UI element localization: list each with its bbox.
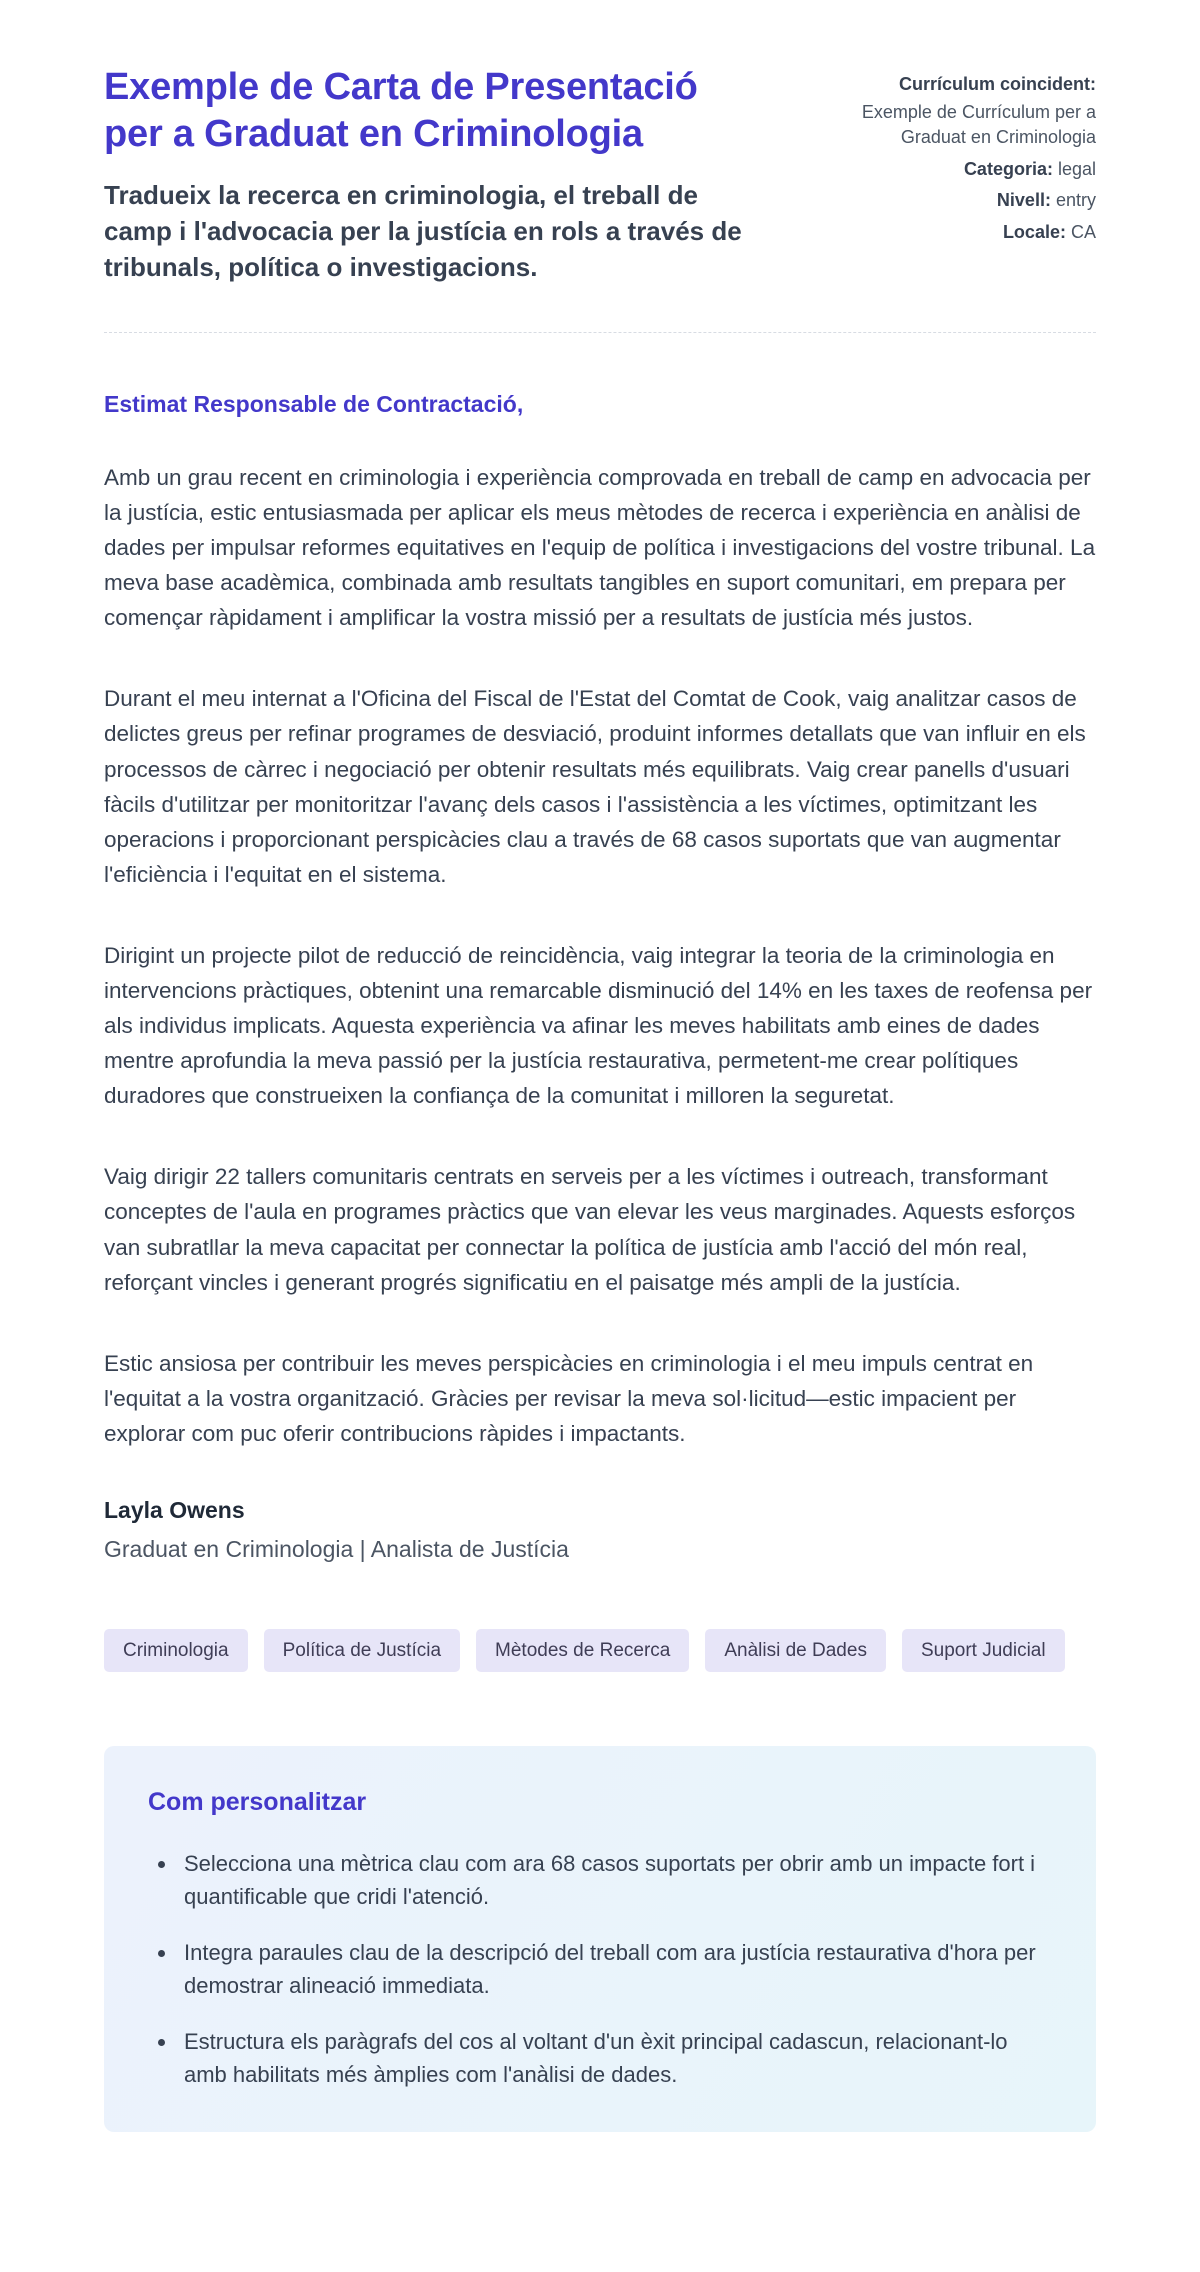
signature-block bbox=[104, 1497, 1096, 1563]
letter-paragraph: Estic ansiosa per contribuir les meves perspicàcies en criminologia i el meu impuls centrat en l'equitat a la vostra organització. Gràcies per revisar la meva sol·licitud—estic impacient per explorar com puc oferir contribucions ràpides i impactants. bbox=[104, 1350, 1034, 1446]
header-title-block bbox=[104, 64, 764, 286]
tag-badge: Política de Justícia bbox=[264, 1629, 460, 1672]
letter-paragraph: Dirigint un projecte pilot de reducció de reincidència, vaig integrar la teoria de la criminologia en intervencions pràctiques, obtenint una remarcable disminució del 14% en les taxes de reofensa per als individus implicats. Aquesta experiència va afinar les meves habilitats amb eines de dades mentre aprofundia la meva passió per la justícia restaurativa, permetent-me crear polítiques duradores que construeixen la confiança de la comunitat i milloren la seguretat. bbox=[104, 942, 1093, 1109]
category-row bbox=[824, 157, 1096, 183]
customize-tips-box bbox=[104, 1746, 1096, 2132]
tips-list bbox=[148, 1847, 1052, 2092]
letter bbox=[104, 391, 1096, 2132]
category-label: Categoria: bbox=[963, 158, 1053, 179]
resume-meta-panel bbox=[824, 64, 1096, 245]
tips-title: Com personalitzar bbox=[148, 1788, 367, 1816]
header-divider bbox=[104, 332, 1096, 333]
locale-row bbox=[824, 220, 1096, 246]
signature-title: Graduat en Criminologia | Analista de Justícia bbox=[104, 1536, 569, 1562]
letter-paragraph: Durant el meu internat a l'Oficina del Fiscal de l'Estat del Comtat de Cook, vaig analitzar casos de delictes greus per refinar programes de desviació, produint informes detallats que van influir en els processos de càrrec i negociació per obtenir resultats més equilibrats. Vaig crear panells d'usuari fàcils d'utilitzar per monitoritzar l'avanç dels casos i l'assistència a les víctimes, optimitzant les operacions i proporcionant perspicàcies clau a través de 68 casos suportats que van augmentar l'eficiència i l'equitat en el sistema. bbox=[104, 686, 1086, 887]
page-subtitle: Tradueix la recerca en criminologia, el treball de camp i l'advocacia per la justícia en rols a través de tribunals, política o investigacions. bbox=[104, 180, 742, 282]
level-value: entry bbox=[1055, 190, 1096, 211]
tag-list bbox=[104, 1629, 1096, 1672]
letter-paragraph: Vaig dirigir 22 tallers comunitaris centrats en serveis per a les víctimes i outreach, transformant conceptes de l'aula en programes pràctics que van elevar les veus marginades. Aquests esforços van subratllar la meva capacitat per connectar la política de justícia amb l'acció del món real, reforçant vincles i generant progrés significatiu en el paisatge més ampli de la justícia. bbox=[104, 1164, 1076, 1295]
category-value: legal bbox=[1057, 158, 1096, 179]
tag-badge: Suport Judicial bbox=[902, 1629, 1065, 1672]
letter-paragraph: Amb un grau recent en criminologia i experiència comprovada en treball de camp en advocacia per la justícia, estic entusiasmada per aplicar els meus mètodes de recerca i experiència en anàlisi de dades per impulsar reformes equitatives en l'equip de política i investigacions del vostre tribunal. La meva base acadèmica, combinada amb resultats tangibles en suport comunitari, em prepara per començar ràpidament i amplificar la vostra missió per a resultats de justícia més justos. bbox=[104, 464, 1096, 631]
page-title: Exemple de Carta de Presentació per a Graduat en Criminologia bbox=[104, 66, 698, 156]
letter-greeting: Estimat Responsable de Contractació, bbox=[104, 390, 524, 417]
letter-body bbox=[104, 460, 1096, 1451]
page-container bbox=[104, 0, 1096, 2212]
matched-resume-value: Exemple de Currículum per a Graduat en Criminologia bbox=[861, 101, 1096, 148]
signature-name: Layla Owens bbox=[104, 1497, 245, 1523]
level-row bbox=[824, 188, 1096, 214]
locale-value: CA bbox=[1070, 221, 1096, 242]
tag-badge: Mètodes de Recerca bbox=[476, 1629, 689, 1672]
tag-badge: Anàlisi de Dades bbox=[705, 1629, 886, 1672]
header bbox=[104, 64, 1096, 286]
tag-badge: Criminologia bbox=[104, 1629, 248, 1672]
tip-item: • Selecciona una mètrica clau com ara 68 casos suportats per obrir amb un impacte fort i quantificable que cridi l'atenció. bbox=[178, 1847, 1052, 1914]
locale-label: Locale: bbox=[1002, 221, 1066, 242]
tip-item: • Integra paraules clau de la descripció del treball com ara justícia restaurativa d'hora per demostrar alineació immediata. bbox=[178, 1936, 1052, 2003]
level-label: Nivell: bbox=[996, 190, 1051, 211]
matched-resume-label: Currículum coincident: bbox=[898, 74, 1096, 94]
tip-item: • Estructura els paràgrafs del cos al voltant d'un èxit principal cadascun, relacionant-lo amb habilitats més àmplies com l'anàlisi de dades. bbox=[178, 2025, 1052, 2092]
